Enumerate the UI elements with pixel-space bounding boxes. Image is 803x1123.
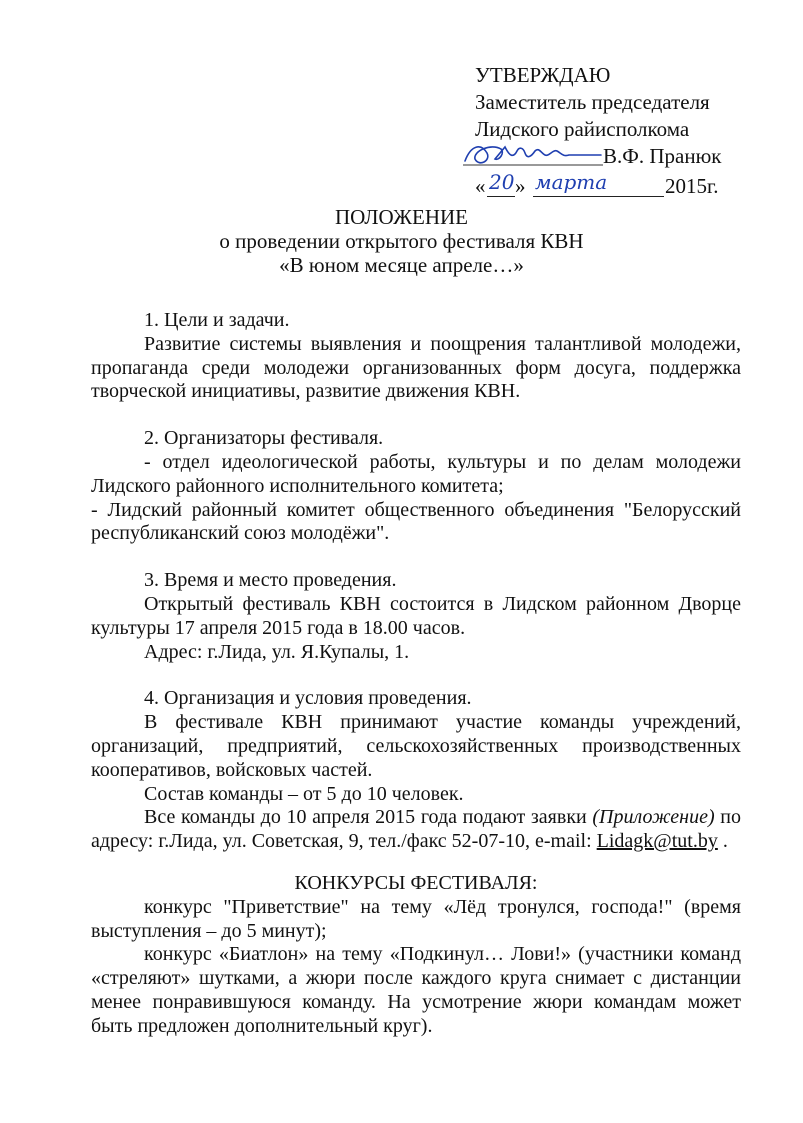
- section4-paragraph3: [91, 806, 741, 854]
- title-line2: о проведении открытого фестиваля КВН: [219, 229, 584, 253]
- document-title: [0, 205, 803, 277]
- date-month-underline: [533, 196, 664, 197]
- date-open-quote: «: [475, 174, 486, 198]
- document-body: [91, 309, 741, 1039]
- section3-paragraph1: Открытый фестиваль КВН состоится в Лидском районном Дворце культуры 17 апреля 2015 года в 18.00 часов.: [91, 592, 741, 639]
- section4-paragraph1: В фестивале КВН принимают участие команды учреждений, организаций, предприятий, сельскохозяйственных производственных кооперативов, войсковых частей.: [91, 711, 741, 781]
- section1-heading: 1. Цели и задачи.: [144, 309, 290, 331]
- approval-position-line2: Лидского райисполкома: [475, 117, 690, 141]
- approval-position-line1: Заместитель председателя: [475, 90, 710, 114]
- date-year: 2015г.: [665, 174, 719, 198]
- section4-heading: 4. Организация и условия проведения.: [144, 687, 472, 710]
- section2-item2: - Лидский районный комитет общественного объединения "Белорусский республиканский союз молодёжи".: [91, 498, 741, 545]
- approval-heading: УТВЕРЖДАЮ: [475, 63, 611, 87]
- date-close-quote: »: [515, 174, 526, 198]
- section4-paragraph3-text-a: Все команды до 10 апреля 2015 года подают заявки: [144, 806, 593, 829]
- signer-name: В.Ф. Пранюк: [603, 144, 722, 168]
- contest-biathlon: конкурс «Биатлон» на тему «Подкинул… Лови!» (участники команд «стреляют» шутками, а жюри после каждого круга снимает с дистанции менее понравившуюся команду. На усмотрение жюри командам может быть предложен дополнительный круг).: [91, 943, 741, 1037]
- section3-address: Адрес: г.Лида, ул. Я.Купалы, 1.: [144, 640, 410, 663]
- handwritten-signature: [461, 139, 606, 173]
- section4-paragraph3-text-b: по адресу: г.Лида, ул. Советская, 9, тел./факс 52-07-10, e-mail:: [91, 806, 741, 853]
- date-month: марта: [535, 170, 608, 194]
- contest-greeting: конкурс "Приветствие" на тему «Лёд тронулся, господа!" (время выступления – до 5 минут);: [91, 895, 741, 942]
- date-day: 20: [489, 170, 515, 194]
- section4-paragraph2: Состав команды – от 5 до 10 человек.: [144, 782, 464, 805]
- approval-date: [475, 170, 719, 201]
- approval-block: [475, 62, 722, 201]
- date-day-underline: [487, 196, 515, 197]
- section2-heading: 2. Организаторы фестиваля.: [144, 427, 384, 450]
- signature-row: [475, 143, 722, 170]
- section1-paragraph: Развитие системы выявления и поощрения талантливой молодежи, пропаганда среди молодежи организованных форм досуга, поддержка творческой инициативы, развитие движения КВН.: [91, 332, 741, 403]
- title-line1: ПОЛОЖЕНИЕ: [335, 205, 468, 229]
- section2-item1: - отдел идеологической работы, культуры и по делам молодежи Лидского районного исполнительного комитета;: [91, 450, 741, 497]
- title-line3: «В юном месяце апреле…»: [279, 253, 524, 277]
- email-link[interactable]: Lidagk@tut.by: [596, 830, 718, 853]
- contests-heading: КОНКУРСЫ ФЕСТИВАЛЯ:: [294, 871, 538, 894]
- section3-heading: 3. Время и место проведения.: [144, 569, 397, 592]
- section4-paragraph3-end: .: [717, 830, 728, 853]
- appendix-reference: (Приложение): [592, 806, 715, 829]
